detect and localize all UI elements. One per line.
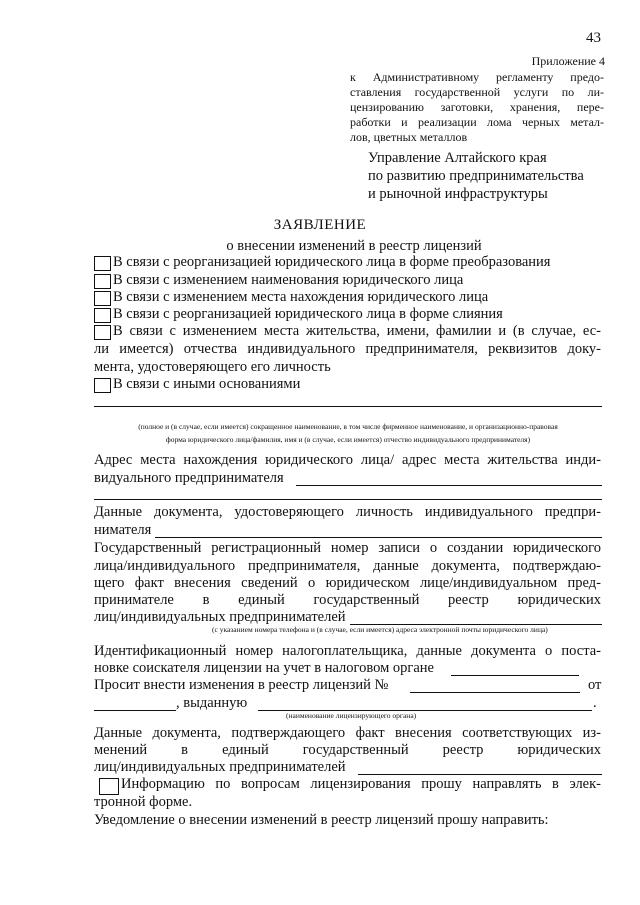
electronic-form-label-cont: тронной форме.	[94, 794, 193, 810]
reason-checkbox-location-change[interactable]	[94, 291, 111, 306]
addressee-line: по развитию предпринимательства	[368, 168, 584, 184]
appendix-title: Приложение 4	[531, 54, 605, 68]
addressee-line: и рыночной инфраструктуры	[368, 186, 548, 202]
inn-label: Идентификационный номер налогоплательщика, данные документа о поста-	[94, 643, 601, 659]
appendix-line: ставления государственной услуги по ли-	[350, 85, 604, 99]
document-title: ЗАЯВЛЕНИЕ	[273, 217, 367, 233]
address-label-cont: видуального предпринимателя	[94, 470, 284, 486]
reg-number-label: Государственный регистрационный номер записи о создании юридического	[94, 540, 601, 556]
reg-number-label-cont: принимателе в единый государственный реестр юридических	[94, 592, 601, 608]
inn-label-cont: новке соискателя лицензии на учет в налоговом органе	[94, 660, 434, 676]
confirm-doc-label: Данные документа, подтверждающего факт внесения соответствующих из-	[94, 725, 601, 741]
appendix-line: лов, цветных металлов	[350, 130, 468, 144]
page-number: 43	[586, 30, 601, 46]
reason-label-personal-data-cont: ли имеется) отчества индивидуального предпринимателя, реквизитов доку-	[94, 341, 601, 357]
reason-label-other: В связи с иными основаниями	[113, 376, 301, 392]
reason-label-transformation: В связи с реорганизацией юридического лица в форме преобразования	[113, 254, 551, 270]
addressee-line: Управление Алтайского края	[368, 150, 547, 166]
reason-checkbox-name-change[interactable]	[94, 274, 111, 289]
appendix-line: цензированию заготовки, хранения, пере-	[350, 100, 604, 114]
address-field[interactable]	[296, 485, 602, 486]
inn-field[interactable]	[451, 675, 579, 676]
applicant-name-field[interactable]	[94, 406, 602, 407]
issued-by-label: , выданную	[176, 695, 248, 711]
license-number-field[interactable]	[410, 692, 580, 693]
reg-number-caption: (с указанием номера телефона и (в случае, если имеется) адреса электронной почты юридического лица)	[212, 625, 548, 634]
reason-checkbox-personal-data[interactable]	[94, 325, 111, 340]
reg-number-label-cont: лиц/индивидуальных предпринимателей	[94, 609, 346, 625]
id-document-field[interactable]	[155, 537, 602, 538]
reason-checkbox-transformation[interactable]	[94, 256, 111, 271]
document-subtitle: о внесении изменений в реестр лицензий	[226, 238, 482, 254]
electronic-form-label: Информацию по вопросам лицензирования прошу направлять в элек-	[121, 776, 601, 792]
applicant-name-caption: форма юридического лица/фамилия, имя и (в случае, если имеется) отчество индивидуального предпринимателя)	[165, 435, 531, 444]
reason-checkbox-other[interactable]	[94, 378, 111, 393]
notification-label: Уведомление о внесении изменений в реестр лицензий прошу направить:	[94, 812, 549, 828]
id-document-label-cont: нимателя	[94, 522, 152, 538]
reason-label-personal-data: В связи с изменением места жительства, имени, фамилии и (в случае, ес-	[113, 323, 601, 339]
reg-number-label-cont: щего факт внесения сведений о юридическом лице/индивидуальном пред-	[94, 575, 601, 591]
confirm-doc-label-cont: менений в единый государственный реестр юридических	[94, 742, 601, 758]
reason-label-location-change: В связи с изменением места нахождения юридического лица	[113, 289, 489, 305]
address-field-extra[interactable]	[94, 499, 602, 500]
electronic-form-checkbox[interactable]	[99, 778, 119, 795]
confirm-doc-field[interactable]	[358, 774, 602, 775]
request-date-label: от	[588, 677, 602, 693]
appendix-line: к Административному регламенту предо-	[350, 70, 604, 84]
id-document-label: Данные документа, удостоверяющего личность индивидуального предпри-	[94, 504, 601, 520]
reason-checkbox-merger[interactable]	[94, 308, 111, 323]
reason-label-personal-data-cont: мента, удостоверяющего его личность	[94, 359, 331, 375]
licensing-authority-caption: (наименование лицензирующего органа)	[286, 711, 417, 720]
address-label: Адрес места нахождения юридического лица/ адрес места жительства инди-	[94, 452, 601, 468]
applicant-name-caption: (полное и (в случае, если имеется) сокращенное наименование, в том числе фирменное наименование, и организационно-правовая	[138, 422, 558, 431]
appendix-line: работки и реализации лома черных метал-	[350, 115, 604, 129]
license-date-field[interactable]	[94, 710, 176, 711]
confirm-doc-label-cont: лиц/индивидуальных предпринимателей	[94, 759, 346, 775]
request-period: .	[593, 695, 597, 711]
reg-number-label-cont: лица/индивидуального предпринимателя, данные документа, подтверждаю-	[94, 558, 601, 574]
reason-label-name-change: В связи с изменением наименования юридического лица	[113, 272, 464, 288]
request-label: Просит внести изменения в реестр лицензий №	[94, 677, 389, 693]
reason-label-merger: В связи с реорганизацией юридического лица в форме слияния	[113, 306, 503, 322]
